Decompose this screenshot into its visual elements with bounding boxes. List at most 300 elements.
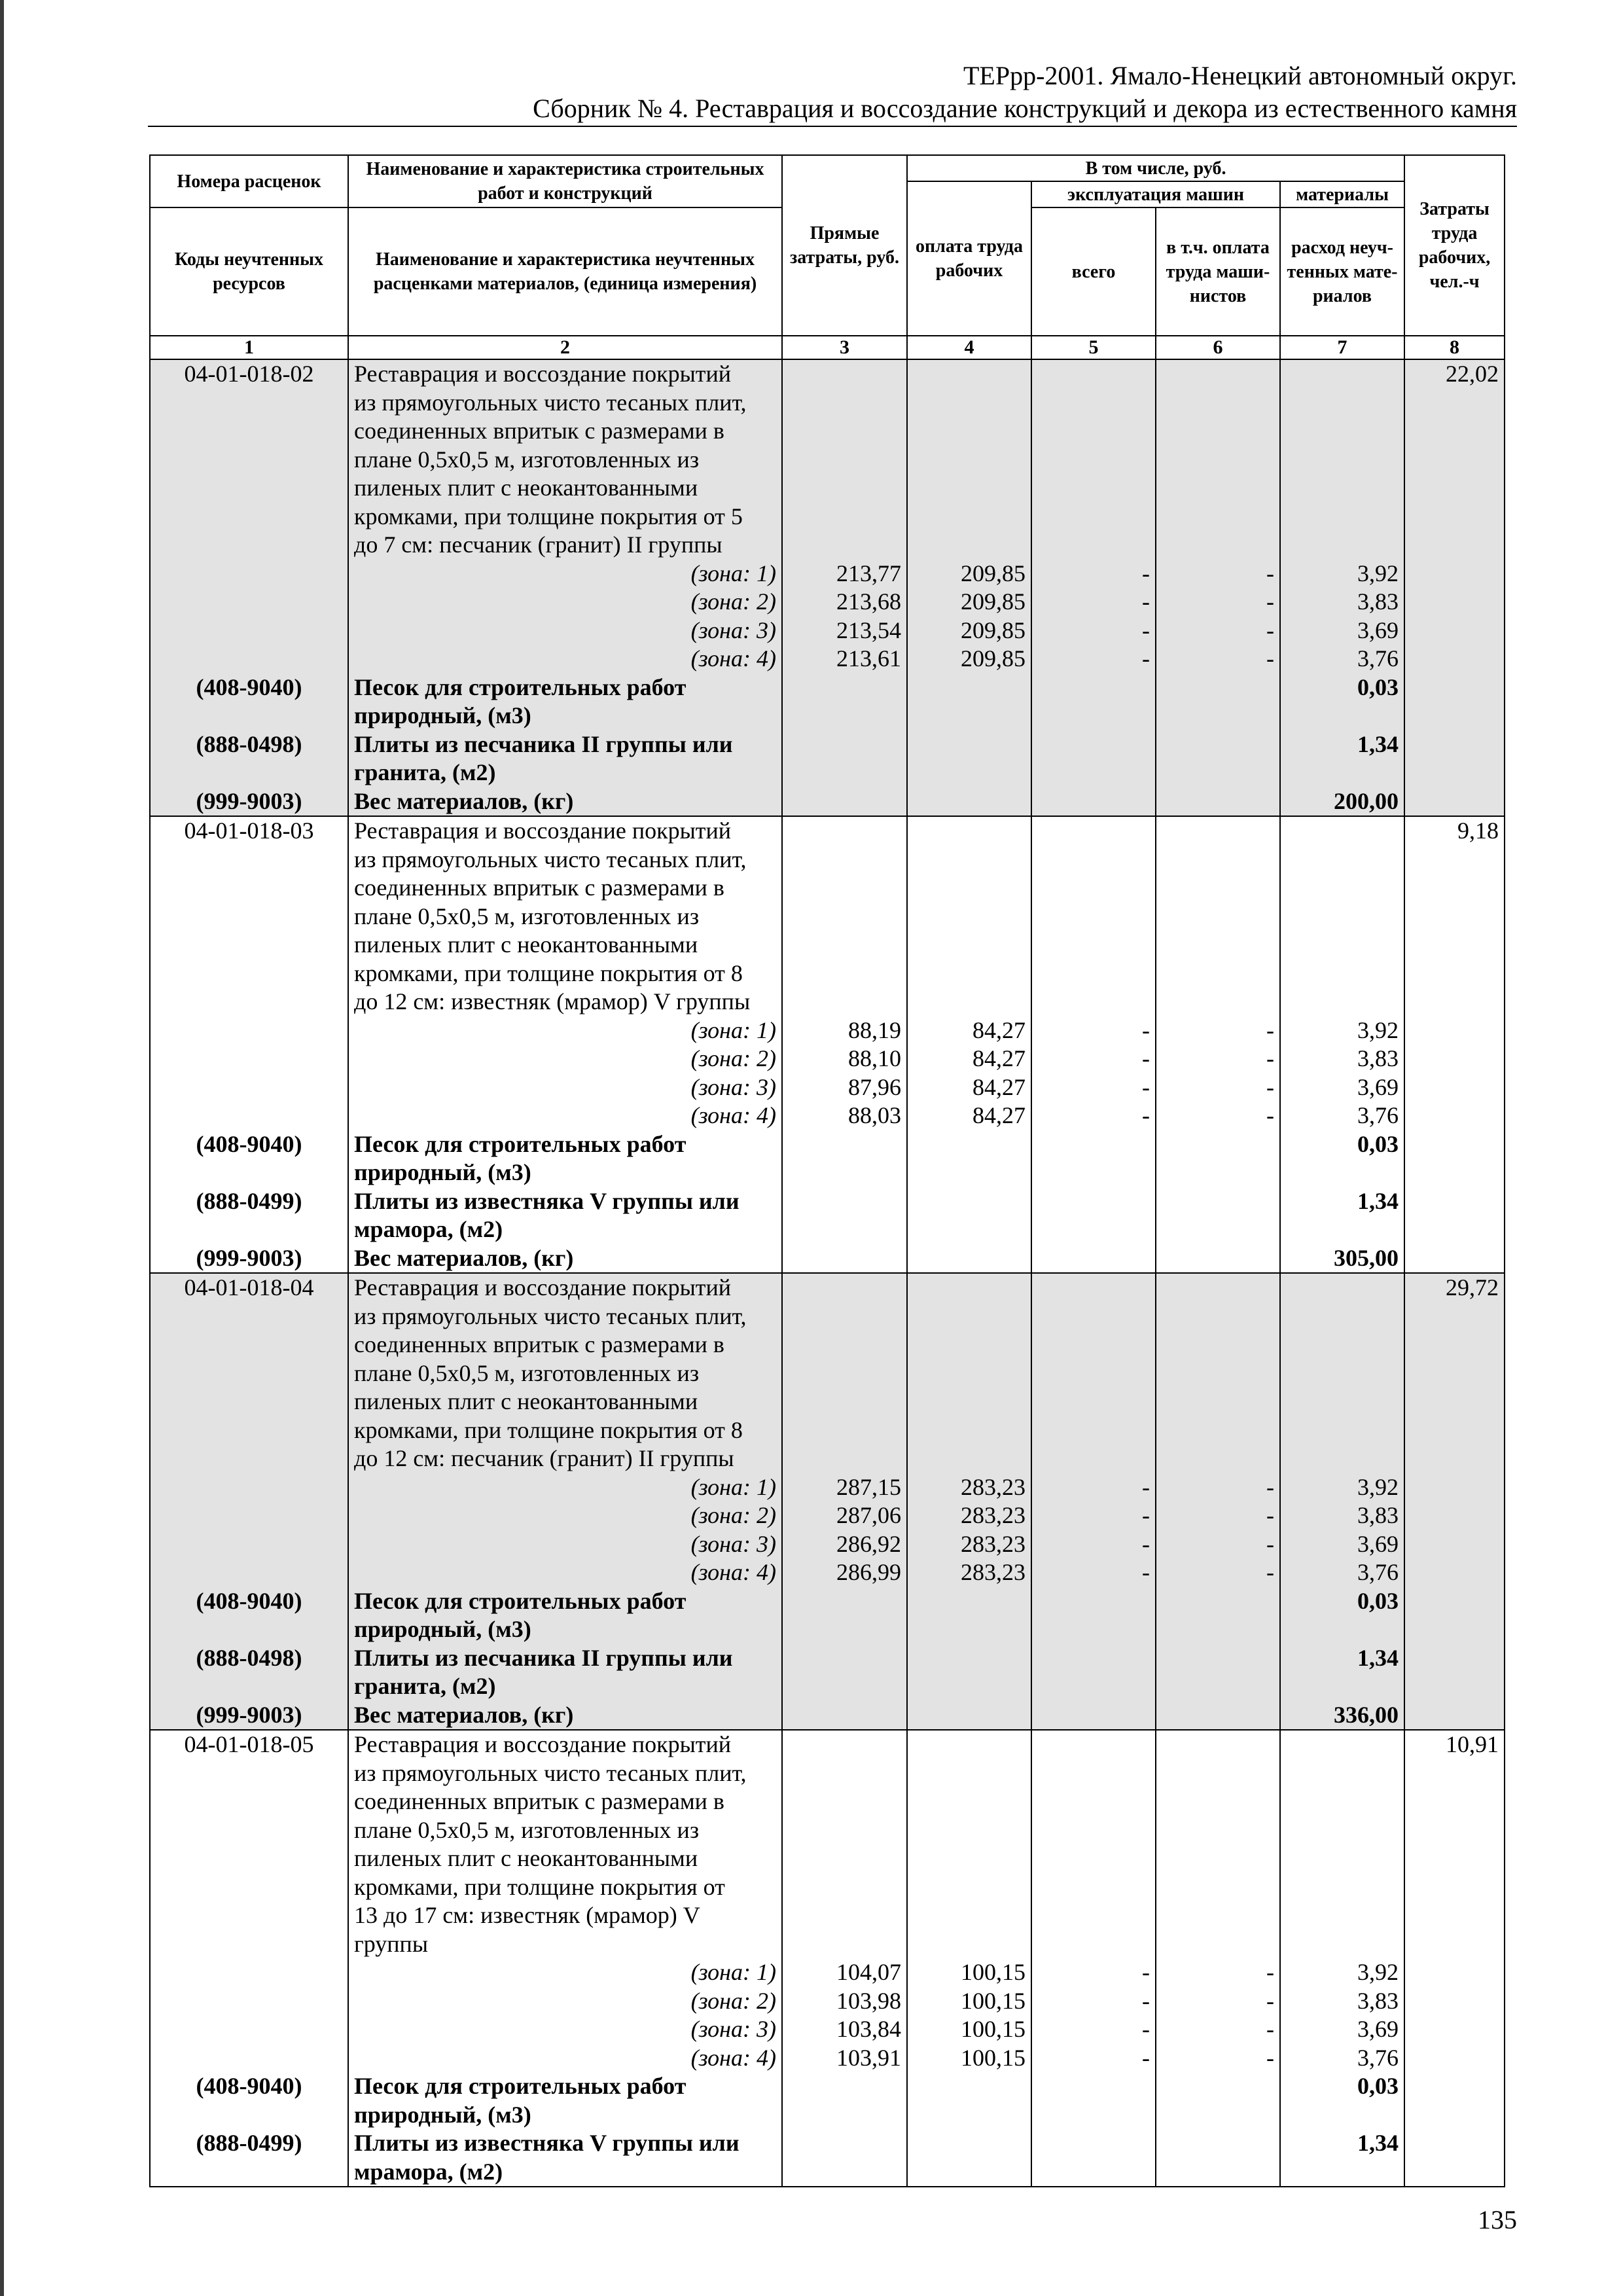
rate-code: 04-01-018-05 — [150, 1730, 348, 1759]
table-row — [150, 960, 1505, 988]
table-cell — [1156, 1730, 1280, 1759]
work-description-line: Реставрация и воссоздание покрытий — [348, 1730, 782, 1759]
zone-label: (зона: 2) — [348, 1987, 782, 2016]
table-cell — [1156, 730, 1280, 759]
table-row — [150, 417, 1505, 446]
table-row — [150, 389, 1505, 418]
direct-cost: 103,98 — [782, 1987, 907, 2016]
worker-wage: 283,23 — [907, 1473, 1031, 1502]
table-cell — [1404, 474, 1505, 503]
work-description-line: соединенных впритык с размерами в — [348, 1331, 782, 1359]
material-cost: 3,69 — [1280, 1530, 1404, 1559]
material-cost: 3,83 — [1280, 1501, 1404, 1530]
operator-wage: - — [1156, 617, 1280, 645]
material-name-line: природный, (м3) — [348, 702, 782, 730]
work-description-line: из прямоугольных чисто тесаных плит, — [348, 389, 782, 418]
table-cell — [782, 1930, 907, 1959]
table-row — [150, 1844, 1505, 1873]
table-cell — [150, 1215, 348, 1244]
material-cost: 3,92 — [1280, 560, 1404, 588]
table-cell — [1156, 931, 1280, 960]
table-cell — [1404, 1331, 1505, 1359]
table-cell — [1156, 702, 1280, 730]
head-machine-operation: эксплуатация машин — [1031, 181, 1280, 207]
work-description-line: плане 0,5х0,5 м, изготовленных из — [348, 1359, 782, 1388]
column-number: 4 — [907, 336, 1031, 359]
table-row — [150, 903, 1505, 931]
table-cell — [1404, 417, 1505, 446]
table-cell — [1156, 673, 1280, 702]
table-cell — [150, 1302, 348, 1331]
resource-code: (408-9040) — [150, 673, 348, 702]
table-cell — [1156, 759, 1280, 787]
table-cell — [782, 1701, 907, 1731]
direct-cost: 87,96 — [782, 1073, 907, 1102]
table-row — [150, 2101, 1505, 2130]
zone-label: (зона: 1) — [348, 1958, 782, 1987]
table-cell — [1031, 2101, 1156, 2130]
resource-code: (888-0498) — [150, 1644, 348, 1673]
table-cell — [150, 1759, 348, 1788]
table-cell — [1280, 1388, 1404, 1416]
table-row — [150, 1416, 1505, 1445]
table-row — [150, 2072, 1505, 2101]
table-cell — [1031, 446, 1156, 475]
table-cell — [150, 1844, 348, 1873]
table-cell — [907, 474, 1031, 503]
direct-cost: 103,91 — [782, 2044, 907, 2073]
table-cell — [1404, 1102, 1505, 1130]
table-cell — [907, 359, 1031, 389]
column-number: 7 — [1280, 336, 1404, 359]
table-row — [150, 1730, 1505, 1759]
table-cell — [782, 816, 907, 846]
work-description-line: из прямоугольных чисто тесаных плит, — [348, 846, 782, 874]
table-cell — [907, 730, 1031, 759]
material-name-line: Вес материалов, (кг) — [348, 1701, 782, 1731]
table-cell — [907, 2129, 1031, 2158]
work-description-line: соединенных впритык с размерами в — [348, 417, 782, 446]
resource-code: (888-0499) — [150, 2129, 348, 2158]
table-cell — [1156, 816, 1280, 846]
table-cell — [1156, 1444, 1280, 1473]
table-row — [150, 1388, 1505, 1416]
table-cell — [1031, 960, 1156, 988]
worker-wage: 84,27 — [907, 1073, 1031, 1102]
table-row — [150, 787, 1505, 817]
table-cell — [907, 702, 1031, 730]
material-name-line: мрамора, (м2) — [348, 1215, 782, 1244]
work-description-line: соединенных впритык с размерами в — [348, 874, 782, 903]
table-cell — [1404, 1644, 1505, 1673]
machine-total: - — [1031, 560, 1156, 588]
table-cell — [782, 1215, 907, 1244]
table-row — [150, 1672, 1505, 1701]
material-quantity: 1,34 — [1280, 730, 1404, 759]
table-cell — [1156, 1244, 1280, 1274]
table-body — [150, 359, 1505, 2187]
operator-wage: - — [1156, 1501, 1280, 1530]
head-direct-costs: Прямые затраты, руб. — [782, 155, 907, 336]
table-cell — [1156, 389, 1280, 418]
work-description-line: Реставрация и воссоздание покрытий — [348, 816, 782, 846]
table-cell — [907, 1759, 1031, 1788]
table-cell — [150, 1816, 348, 1845]
table-cell — [1280, 1158, 1404, 1187]
table-cell — [907, 1187, 1031, 1216]
operator-wage: - — [1156, 645, 1280, 673]
table-cell — [150, 1558, 348, 1587]
table-cell — [907, 1672, 1031, 1701]
table-cell — [1404, 2044, 1505, 2073]
table-cell — [150, 931, 348, 960]
head-rate-numbers: Номера расценок — [150, 155, 348, 207]
table-cell — [1404, 1130, 1505, 1159]
machine-total: - — [1031, 1473, 1156, 1502]
table-cell — [1031, 816, 1156, 846]
table-row — [150, 1444, 1505, 1473]
operator-wage: - — [1156, 1530, 1280, 1559]
table-cell — [150, 503, 348, 531]
table-cell — [1031, 1873, 1156, 1902]
table-cell — [1280, 903, 1404, 931]
table-cell — [782, 1730, 907, 1759]
table-cell — [150, 617, 348, 645]
table-cell — [1404, 759, 1505, 787]
table-row — [150, 1244, 1505, 1274]
material-quantity: 1,34 — [1280, 1644, 1404, 1673]
table-cell — [1404, 531, 1505, 560]
table-row — [150, 1530, 1505, 1559]
direct-cost: 88,03 — [782, 1102, 907, 1130]
table-cell — [150, 1158, 348, 1187]
table-cell — [907, 759, 1031, 787]
material-name-line: Плиты из известняка V группы или — [348, 2129, 782, 2158]
operator-wage: - — [1156, 1558, 1280, 1587]
machine-total: - — [1031, 1987, 1156, 2016]
table-cell — [782, 759, 907, 787]
table-cell — [1280, 1215, 1404, 1244]
table-row — [150, 1302, 1505, 1331]
table-cell — [150, 1501, 348, 1530]
table-cell — [907, 1615, 1031, 1644]
table-cell — [1156, 1388, 1280, 1416]
resource-code: (408-9040) — [150, 1130, 348, 1159]
table-row — [150, 446, 1505, 475]
material-quantity: 0,03 — [1280, 1587, 1404, 1616]
table-cell — [907, 816, 1031, 846]
table-cell — [1404, 2101, 1505, 2130]
table-row — [150, 1701, 1505, 1731]
table-cell — [1156, 960, 1280, 988]
table-cell — [907, 1416, 1031, 1445]
table-cell — [1280, 1615, 1404, 1644]
table-cell — [1280, 988, 1404, 1016]
table-cell — [1280, 816, 1404, 846]
table-row — [150, 988, 1505, 1016]
table-cell — [1031, 1187, 1156, 1216]
table-row — [150, 1787, 1505, 1816]
table-cell — [1404, 1930, 1505, 1959]
table-cell — [1404, 702, 1505, 730]
head-work-name: Наименование и характеристика строительных работ и конструкций — [348, 155, 782, 207]
table-cell — [1031, 1331, 1156, 1359]
table-cell — [1156, 787, 1280, 817]
zone-label: (зона: 3) — [348, 2015, 782, 2044]
table-cell — [1156, 359, 1280, 389]
operator-wage: - — [1156, 1016, 1280, 1045]
work-description-line: пиленых плит с неокантованными — [348, 474, 782, 503]
table-cell — [1031, 730, 1156, 759]
table-cell — [1404, 1388, 1505, 1416]
table-cell — [150, 1473, 348, 1502]
material-quantity: 336,00 — [1280, 1701, 1404, 1731]
table-cell — [1156, 1816, 1280, 1845]
direct-cost: 213,68 — [782, 588, 907, 617]
table-cell — [150, 903, 348, 931]
head-material-names: Наименование и характеристика неучтенных расценками материалов, (единица измерения) — [348, 207, 782, 336]
table-cell — [1404, 730, 1505, 759]
table-cell — [907, 503, 1031, 531]
table-cell — [1404, 617, 1505, 645]
table-cell — [1404, 1416, 1505, 1445]
table-cell — [1031, 1587, 1156, 1616]
table-cell — [907, 1730, 1031, 1759]
table-cell — [1156, 1873, 1280, 1902]
table-cell — [907, 1331, 1031, 1359]
table-cell — [782, 1844, 907, 1873]
table-cell — [1280, 474, 1404, 503]
resource-code: (999-9003) — [150, 1701, 348, 1731]
table-cell — [1031, 1730, 1156, 1759]
table-cell — [1031, 417, 1156, 446]
table-cell — [150, 1987, 348, 2016]
table-cell — [782, 359, 907, 389]
resource-code: (888-0499) — [150, 1187, 348, 1216]
table-cell — [907, 1844, 1031, 1873]
table-cell — [150, 874, 348, 903]
material-name-line: природный, (м3) — [348, 2101, 782, 2130]
table-cell — [782, 874, 907, 903]
table-cell — [1280, 2101, 1404, 2130]
table-cell — [150, 1444, 348, 1473]
table-row — [150, 759, 1505, 787]
direct-cost: 104,07 — [782, 1958, 907, 1987]
table-cell — [1031, 1615, 1156, 1644]
table-cell — [1280, 389, 1404, 418]
table-cell — [1031, 759, 1156, 787]
table-row — [150, 1958, 1505, 1987]
material-cost: 3,92 — [1280, 1473, 1404, 1502]
table-cell — [1031, 1416, 1156, 1445]
table-row — [150, 617, 1505, 645]
worker-wage: 100,15 — [907, 1958, 1031, 1987]
table-cell — [1031, 1302, 1156, 1331]
table-cell — [782, 931, 907, 960]
head-labor-costs: Затраты труда рабочих, чел.-ч — [1404, 155, 1505, 336]
table-cell — [1031, 1787, 1156, 1816]
table-cell — [907, 787, 1031, 817]
material-cost: 3,92 — [1280, 1016, 1404, 1045]
worker-wage: 209,85 — [907, 645, 1031, 673]
table-cell — [1404, 1987, 1505, 2016]
work-description-line: плане 0,5х0,5 м, изготовленных из — [348, 1816, 782, 1845]
table-cell — [150, 1388, 348, 1416]
material-name-line: Песок для строительных работ — [348, 1587, 782, 1616]
table-cell — [150, 1873, 348, 1902]
work-description-line: группы — [348, 1930, 782, 1959]
table-cell — [782, 1587, 907, 1616]
table-cell — [782, 846, 907, 874]
table-cell — [1280, 931, 1404, 960]
direct-cost: 287,06 — [782, 1501, 907, 1530]
table-cell — [1031, 1130, 1156, 1159]
worker-wage: 84,27 — [907, 1016, 1031, 1045]
table-cell — [782, 960, 907, 988]
table-cell — [1404, 1787, 1505, 1816]
table-row — [150, 1615, 1505, 1644]
table-cell — [1404, 503, 1505, 531]
table-cell — [1031, 874, 1156, 903]
table-cell — [150, 588, 348, 617]
work-description-line: кромками, при толщине покрытия от 5 — [348, 503, 782, 531]
table-cell — [150, 1958, 348, 1987]
worker-wage: 100,15 — [907, 2044, 1031, 2073]
table-cell — [1280, 874, 1404, 903]
table-row — [150, 1987, 1505, 2016]
zone-label: (зона: 3) — [348, 617, 782, 645]
table-cell — [150, 960, 348, 988]
table-cell — [1404, 1158, 1505, 1187]
table-cell — [782, 1359, 907, 1388]
table-cell — [907, 1244, 1031, 1274]
table-row — [150, 702, 1505, 730]
table-cell — [1404, 1844, 1505, 1873]
column-number: 5 — [1031, 336, 1156, 359]
direct-cost: 213,61 — [782, 645, 907, 673]
table-cell — [1031, 931, 1156, 960]
table-cell — [782, 2072, 907, 2101]
table-cell — [1031, 1816, 1156, 1845]
table-cell — [1031, 2158, 1156, 2187]
table-row — [150, 846, 1505, 874]
table-cell — [150, 988, 348, 1016]
table-cell — [1156, 1844, 1280, 1873]
table-cell — [1156, 1930, 1280, 1959]
worker-wage: 84,27 — [907, 1045, 1031, 1073]
table-cell — [1156, 446, 1280, 475]
work-description-line: из прямоугольных чисто тесаных плит, — [348, 1302, 782, 1331]
work-description-line: соединенных впритык с размерами в — [348, 1787, 782, 1816]
zone-label: (зона: 2) — [348, 588, 782, 617]
material-quantity: 200,00 — [1280, 787, 1404, 817]
table-cell — [782, 2158, 907, 2187]
table-cell — [150, 1073, 348, 1102]
material-quantity: 305,00 — [1280, 1244, 1404, 1274]
table-cell — [1280, 1787, 1404, 1816]
table-cell — [1280, 531, 1404, 560]
table-row — [150, 645, 1505, 673]
table-cell — [1404, 1901, 1505, 1930]
table-cell — [782, 446, 907, 475]
table-cell — [1404, 960, 1505, 988]
table-cell — [150, 389, 348, 418]
table-cell — [782, 1187, 907, 1216]
table-cell — [1404, 2072, 1505, 2101]
table-cell — [150, 645, 348, 673]
scan-edge — [0, 0, 4, 2296]
table-row — [150, 359, 1505, 389]
machine-total: - — [1031, 588, 1156, 617]
direct-cost: 287,15 — [782, 1473, 907, 1502]
direct-cost: 103,84 — [782, 2015, 907, 2044]
table-cell — [150, 1615, 348, 1644]
table-cell — [1280, 846, 1404, 874]
operator-wage: - — [1156, 1073, 1280, 1102]
table-cell — [1031, 673, 1156, 702]
table-cell — [1404, 1615, 1505, 1644]
table-cell — [150, 846, 348, 874]
material-cost: 3,92 — [1280, 1958, 1404, 1987]
table-cell — [1404, 1244, 1505, 1274]
table-cell — [1156, 2129, 1280, 2158]
table-row — [150, 531, 1505, 560]
table-row — [150, 931, 1505, 960]
table-cell — [782, 1158, 907, 1187]
table-cell — [1156, 1359, 1280, 1388]
direct-cost: 213,77 — [782, 560, 907, 588]
table-row — [150, 874, 1505, 903]
table-row — [150, 1558, 1505, 1587]
table-cell — [782, 389, 907, 418]
table-cell — [150, 1672, 348, 1701]
material-name-line: Плиты из песчаника II группы или — [348, 1644, 782, 1673]
table-cell — [1280, 1901, 1404, 1930]
table-cell — [907, 1273, 1031, 1302]
zone-label: (зона: 3) — [348, 1530, 782, 1559]
table-header — [150, 155, 1505, 359]
table-cell — [150, 560, 348, 588]
table-cell — [907, 1901, 1031, 1930]
work-description-line: пиленых плит с неокантованными — [348, 1844, 782, 1873]
table-cell — [907, 417, 1031, 446]
table-cell — [1031, 702, 1156, 730]
head-materials: материалы — [1280, 181, 1404, 207]
table-cell — [782, 1901, 907, 1930]
running-header-title: ТЕРрр-2001. Ямало-Ненецкий автономный округ. — [963, 61, 1517, 90]
material-cost: 3,76 — [1280, 1102, 1404, 1130]
table-row — [150, 1901, 1505, 1930]
table-cell — [1156, 1215, 1280, 1244]
table-cell — [1156, 1187, 1280, 1216]
table-cell — [1404, 1359, 1505, 1388]
table-cell — [782, 1130, 907, 1159]
table-cell — [907, 1359, 1031, 1388]
table-cell — [782, 903, 907, 931]
table-cell — [150, 1331, 348, 1359]
table-cell — [907, 960, 1031, 988]
table-cell — [1404, 1073, 1505, 1102]
table-cell — [782, 417, 907, 446]
page-number: 135 — [1478, 2205, 1517, 2234]
work-description-line: Реставрация и воссоздание покрытий — [348, 359, 782, 389]
material-cost: 3,76 — [1280, 1558, 1404, 1587]
machine-total: - — [1031, 1501, 1156, 1530]
material-name-line: Песок для строительных работ — [348, 2072, 782, 2101]
table-cell — [1156, 1672, 1280, 1701]
zone-label: (зона: 4) — [348, 645, 782, 673]
table-cell — [1280, 1444, 1404, 1473]
